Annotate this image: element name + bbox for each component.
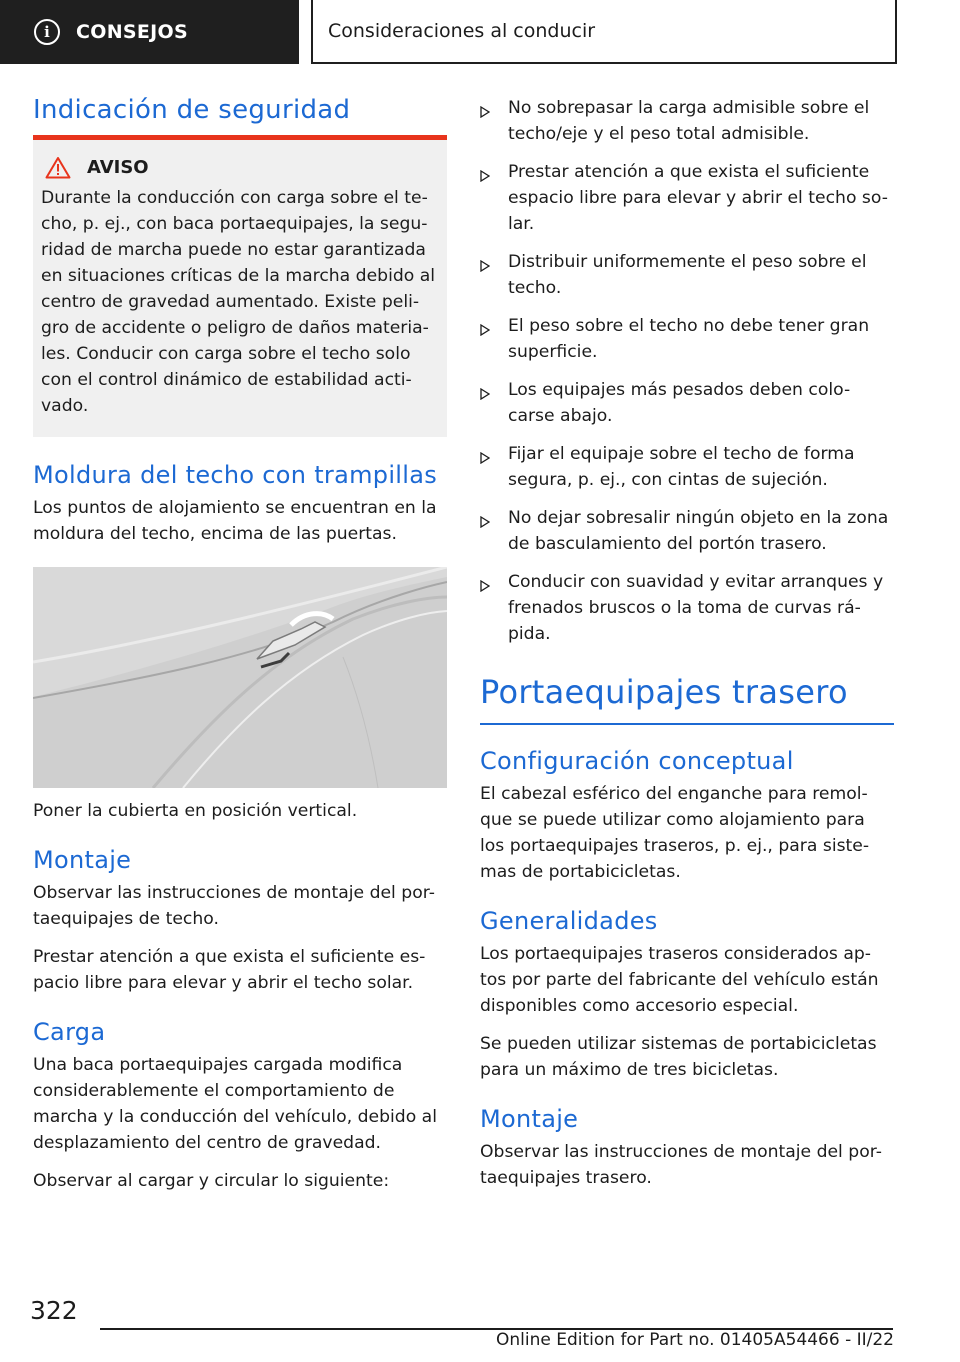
section-tag-label: CONSEJOS (76, 21, 188, 43)
triangle-bullet-icon (480, 377, 508, 429)
list-item-text: Fijar el equipaje sobre el techo de forma segura, p. ej., con cintas de sujeción. (508, 444, 855, 490)
list-item (480, 95, 894, 147)
page-number: 322 (30, 1296, 78, 1325)
warning-triangle-icon (45, 156, 71, 179)
chapter-title: Consideraciones al conducir (328, 20, 596, 42)
warning-line: vado. (41, 396, 89, 416)
general-text-1: Los portaequipajes traseros considerados ap-tos por parte del fabricante del vehículo están disponibles como accesorio especial. (480, 944, 879, 1016)
triangle-bullet-icon (480, 441, 508, 493)
triangle-bullet-icon (480, 95, 508, 147)
list-item-text: Prestar atención a que exista el suficiente espacio libre para elevar y abrir el techo so-lar. (508, 162, 888, 234)
triangle-bullet-icon (480, 313, 508, 365)
rear-montaje-title: Montaje (480, 1105, 579, 1133)
triangle-bullet-icon (480, 249, 508, 301)
edition-label: Online Edition for Part no. 01405A54466 - II/22 (495, 1330, 894, 1350)
triangle-bullet-icon (480, 505, 508, 557)
photo-caption: Poner la cubierta en posición vertical. (33, 801, 358, 821)
warning-line: ridad de marcha puede no estar garantizada (41, 240, 426, 260)
list-item-text: No sobrepasar la carga admisible sobre el techo/eje y el peso total admisible. (508, 98, 870, 144)
rear-montaje-text: Observar las instrucciones de montaje del por-taequipajes trasero. (480, 1142, 882, 1188)
list-item (480, 249, 894, 301)
list-item-text: El peso sobre el techo no debe tener gran superficie. (508, 316, 870, 362)
chapter-header (311, 0, 897, 64)
moldura-text: Los puntos de alojamiento se encuentran en la moldura del techo, encima de las puertas. (33, 498, 437, 544)
list-item-text: No dejar sobresalir ningún objeto en la zona de basculamiento del portón trasero. (508, 508, 889, 554)
list-item (480, 441, 894, 493)
moldura-title: Moldura del techo con trampillas (33, 461, 438, 489)
warning-line: centro de gravedad aumentado. Existe peli- (41, 292, 420, 312)
warning-header (41, 156, 439, 179)
config-text: El cabezal esférico del enganche para remol-que se puede utilizar como alojamiento para los portaequipajes traseros, p. ej., para siste-mas de portabicicletas. (480, 784, 870, 882)
list-item (480, 159, 894, 237)
config-title: Configuración conceptual (480, 747, 794, 775)
list-item-text: Los equipajes más pesados deben colo-carse abajo. (508, 380, 851, 426)
montaje-title: Montaje (33, 846, 132, 874)
triangle-bullet-icon (480, 569, 508, 647)
info-icon: i (34, 19, 60, 45)
warning-label: AVISO (87, 157, 149, 178)
list-item (480, 569, 894, 647)
left-column (33, 95, 447, 1206)
rear-carrier-divider (480, 723, 894, 725)
page-footer (0, 1290, 960, 1362)
warning-line: les. Conducir con carga sobre el techo solo (41, 344, 411, 364)
triangle-bullet-icon (480, 159, 508, 237)
warning-box (33, 140, 447, 437)
carga-text-2: Observar al cargar y circular lo siguiente: (33, 1171, 390, 1191)
montaje-text-1: Observar las instrucciones de montaje del por-taequipajes de techo. (33, 883, 435, 929)
warning-line: en situaciones críticas de la marcha debido al (41, 266, 436, 286)
list-item (480, 377, 894, 429)
carga-text-1: Una baca portaequipajes cargada modifica considerablemente el comportamiento de marcha y la conducción del vehículo, debido al desplazamiento del centro de gravedad. (33, 1055, 437, 1153)
list-item (480, 313, 894, 365)
carga-title: Carga (33, 1018, 106, 1046)
general-text-2: Se pueden utilizar sistemas de portabicicletas para un máximo de tres bicicletas. (480, 1034, 877, 1080)
loading-rules-list (480, 95, 894, 647)
general-title: Generalidades (480, 907, 658, 935)
warning-line: Durante la conducción con carga sobre el te- (41, 188, 428, 208)
warning-line: con el control dinámico de estabilidad acti- (41, 370, 412, 390)
montaje-text-2: Prestar atención a que exista el suficiente es-pacio libre para elevar y abrir el techo solar. (33, 947, 426, 993)
rear-carrier-title: Portaequipajes trasero (480, 673, 848, 711)
warning-line: cho, p. ej., con baca portaequipajes, la segu- (41, 214, 428, 234)
section-tag (0, 0, 299, 64)
list-item (480, 505, 894, 557)
safety-title: Indicación de seguridad (33, 95, 351, 125)
warning-line: gro de accidente o peligro de daños materia- (41, 318, 429, 338)
list-item-text: Distribuir uniformemente el peso sobre el techo. (508, 252, 867, 298)
right-column (480, 95, 894, 1203)
roof-molding-photo (33, 567, 447, 788)
list-item-text: Conducir con suavidad y evitar arranques y frenados bruscos o la toma de curvas rá-pida. (508, 572, 884, 644)
